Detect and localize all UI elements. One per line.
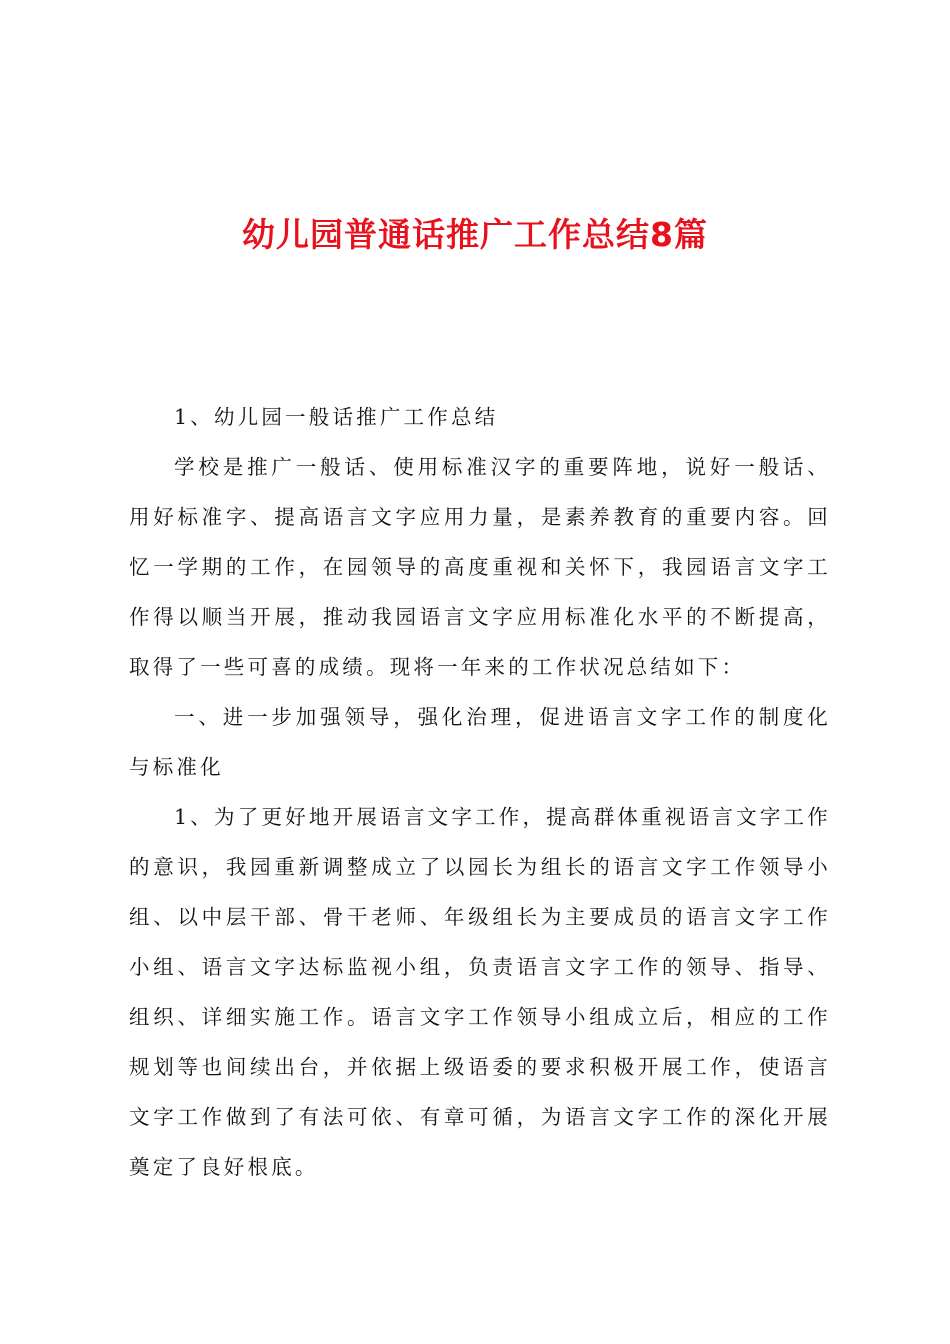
document-title: 幼儿园普通话推广工作总结8篇 xyxy=(242,215,708,254)
section-heading: 1、幼儿园一般话推广工作总结 xyxy=(174,405,499,429)
subsection-heading: 一、进一步加强领导，强化治理，促进语言文字工作的制度化与标准化 xyxy=(129,705,831,779)
intro-paragraph: 学校是推广一般话、使用标准汉字的重要阵地，说好一般话、用好标准字、提高语言文字应用力量，是素养教育的重要内容。回忆一学期的工作，在园领导的高度重视和关怀下，我园语言文字工作得以顺当开展，推动我园语言文字应用标准化水平的不断提高，取得了一些可喜的成绩。现将一年来的工作状况总结如下： xyxy=(129,455,831,679)
document-body xyxy=(129,392,831,1192)
body-paragraph: 1、为了更好地开展语言文字工作，提高群体重视语言文字工作的意识，我园重新调整成立了以园长为组长的语言文字工作领导小组、以中层干部、骨干老师、年级组长为主要成员的语言文字工作小组、语言文字达标监视小组，负责语言文字工作的领导、指导、组织、详细实施工作。语言文字工作领导小组成立后，相应的工作规划等也间续出台，并依据上级语委的要求积极开展工作，使语言文字工作做到了有法可依、有章可循，为语言文字工作的深化开展奠定了良好根底。 xyxy=(129,805,831,1179)
